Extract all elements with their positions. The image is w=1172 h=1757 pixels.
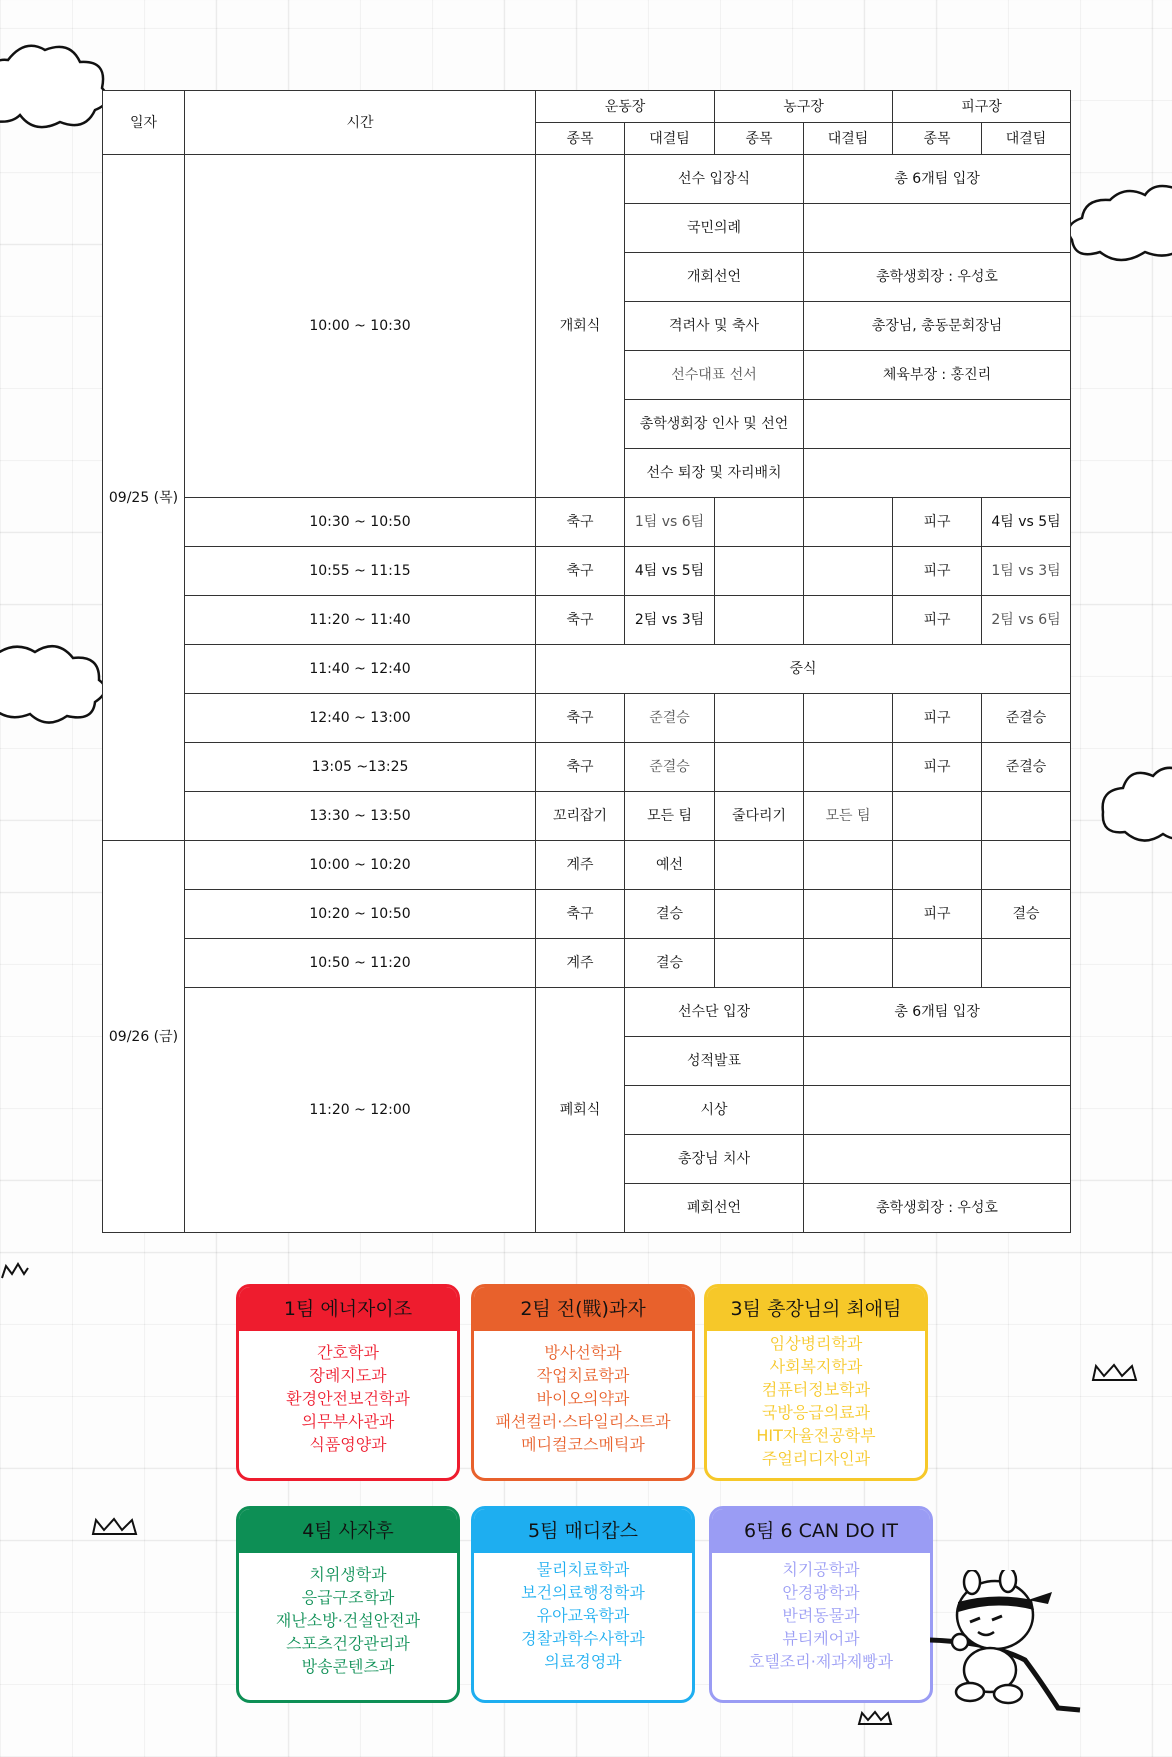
team-dept: 치위생학과 (309, 1565, 387, 1584)
header-time: 시간 (185, 91, 536, 155)
subheader-cell: 대결팀 (982, 123, 1071, 155)
team-name: 1팀 에너자이조 (239, 1287, 457, 1331)
match-cell (804, 547, 893, 596)
sport-cell: 계주 (536, 841, 625, 890)
sport-cell: 축구 (536, 498, 625, 547)
program-detail: 체육부장 : 홍진리 (804, 351, 1071, 400)
table-row (103, 939, 1071, 988)
team-card (236, 1284, 460, 1481)
team-dept: 임상병리학과 (769, 1334, 863, 1353)
subheader-cell: 종목 (893, 123, 982, 155)
program-detail (804, 449, 1071, 498)
team-dept: 안경광학과 (782, 1583, 860, 1602)
match-cell: 준결승 (982, 743, 1071, 792)
sport-cell: 피구 (893, 547, 982, 596)
team-dept: 컴퓨터정보학과 (761, 1380, 871, 1399)
sport-cell: 축구 (536, 596, 625, 645)
program-detail: 총 6개팀 입장 (804, 155, 1071, 204)
table-row (103, 988, 1071, 1037)
team-dept: 주얼리디자인과 (761, 1449, 871, 1468)
sport-cell (715, 939, 804, 988)
sport-cell (893, 792, 982, 841)
header-venue-field: 운동장 (536, 91, 715, 123)
header-date: 일자 (103, 91, 185, 155)
crown-icon (857, 1710, 893, 1728)
match-cell: 1팀 vs 6팀 (625, 498, 715, 547)
table-row (103, 694, 1071, 743)
match-cell: 2팀 vs 6팀 (982, 596, 1071, 645)
sport-cell: 줄다리기 (715, 792, 804, 841)
program-detail: 총학생회장 : 우성호 (804, 253, 1071, 302)
team-card (704, 1284, 928, 1481)
team-dept: 호텔조리·제과제빵과 (748, 1652, 894, 1671)
match-cell: 예선 (625, 841, 715, 890)
match-cell (804, 890, 893, 939)
match-cell (982, 841, 1071, 890)
sport-cell: 축구 (536, 743, 625, 792)
team-dept: 치기공학과 (782, 1560, 860, 1579)
match-cell: 준결승 (982, 694, 1071, 743)
program-item: 격려사 및 축사 (625, 302, 804, 351)
team-dept: 간호학과 (317, 1343, 379, 1362)
team-dept-list (474, 1553, 692, 1673)
time-cell: 11:20 ~ 11:40 (185, 596, 536, 645)
program-item: 총장님 치사 (625, 1135, 804, 1184)
match-cell: 결승 (625, 939, 715, 988)
table-row (103, 596, 1071, 645)
team-dept: 보건의료행정학과 (521, 1583, 645, 1602)
match-cell (804, 596, 893, 645)
match-cell: 모든 팀 (625, 792, 715, 841)
cloud-icon (1060, 180, 1172, 270)
match-cell: 2팀 vs 3팀 (625, 596, 715, 645)
sport-cell: 피구 (893, 596, 982, 645)
time-cell: 10:55 ~ 11:15 (185, 547, 536, 596)
time-cell: 11:40 ~ 12:40 (185, 645, 536, 694)
team-name: 5팀 매디캅스 (474, 1509, 692, 1553)
team-name: 3팀 총장님의 최애팀 (707, 1287, 925, 1331)
sport-cell: 피구 (893, 694, 982, 743)
match-cell: 4팀 vs 5팀 (982, 498, 1071, 547)
team-name: 2팀 전(戰)과자 (474, 1287, 692, 1331)
team-dept: HIT자율전공학부 (756, 1426, 876, 1445)
event-cell: 개회식 (536, 155, 625, 498)
sport-cell: 꼬리잡기 (536, 792, 625, 841)
sport-cell: 계주 (536, 939, 625, 988)
program-detail (804, 1135, 1071, 1184)
program-item: 시상 (625, 1086, 804, 1135)
match-cell: 모든 팀 (804, 792, 893, 841)
sport-cell (715, 547, 804, 596)
team-dept: 패션컬러·스타일리스트과 (495, 1412, 671, 1431)
sport-cell (715, 890, 804, 939)
match-cell (804, 694, 893, 743)
team-dept: 작업치료학과 (536, 1366, 630, 1385)
time-cell: 10:50 ~ 11:20 (185, 939, 536, 988)
table-row (103, 498, 1071, 547)
team-dept: 의무부사관과 (301, 1412, 395, 1431)
program-item: 선수 퇴장 및 자리배치 (625, 449, 804, 498)
team-name: 6팀 6 CAN DO IT (712, 1509, 930, 1553)
program-item: 선수 입장식 (625, 155, 804, 204)
subheader-cell: 대결팀 (804, 123, 893, 155)
team-dept: 국방응급의료과 (761, 1403, 871, 1422)
table-row (103, 792, 1071, 841)
team-dept: 경찰과학수사학과 (521, 1629, 645, 1648)
program-detail (804, 204, 1071, 253)
sport-cell (715, 498, 804, 547)
program-detail: 총학생회장 : 우성호 (804, 1184, 1071, 1233)
schedule-table (102, 90, 1071, 1233)
team-dept-list (707, 1331, 925, 1470)
team-dept-list (712, 1553, 930, 1673)
team-dept: 스포츠건강관리과 (286, 1634, 410, 1653)
match-cell (982, 792, 1071, 841)
date-cell: 09/25 (목) (103, 155, 185, 841)
team-dept-list (239, 1553, 457, 1678)
match-cell (982, 939, 1071, 988)
subheader-cell: 대결팀 (625, 123, 715, 155)
time-cell: 10:00 ~ 10:30 (185, 155, 536, 498)
match-cell (804, 743, 893, 792)
team-card (236, 1506, 460, 1703)
team-name: 4팀 사자후 (239, 1509, 457, 1553)
program-detail (804, 1037, 1071, 1086)
table-row (103, 743, 1071, 792)
sport-cell: 축구 (536, 890, 625, 939)
crown-icon (90, 1516, 140, 1540)
header-row (103, 91, 1071, 123)
time-cell: 10:00 ~ 10:20 (185, 841, 536, 890)
team-card (709, 1506, 933, 1703)
team-dept: 장례지도과 (309, 1366, 387, 1385)
team-dept: 물리치료학과 (536, 1560, 630, 1579)
time-cell: 10:20 ~ 10:50 (185, 890, 536, 939)
match-cell: 결승 (982, 890, 1071, 939)
program-detail: 총장님, 총동문회장님 (804, 302, 1071, 351)
table-row (103, 645, 1071, 694)
program-item: 선수대표 선서 (625, 351, 804, 400)
team-dept: 의료경영과 (544, 1652, 622, 1671)
crown-icon (1090, 1362, 1140, 1386)
header-venue-dodgeball: 피구장 (893, 91, 1071, 123)
match-cell: 4팀 vs 5팀 (625, 547, 715, 596)
table-row (103, 890, 1071, 939)
subheader-cell: 종목 (536, 123, 625, 155)
team-dept: 식품영양과 (309, 1435, 387, 1454)
program-item: 선수단 입장 (625, 988, 804, 1037)
sport-cell: 피구 (893, 498, 982, 547)
team-dept-list (474, 1331, 692, 1456)
match-cell: 준결승 (625, 743, 715, 792)
table-row (103, 155, 1071, 204)
event-cell: 폐회식 (536, 988, 625, 1233)
time-cell: 10:30 ~ 10:50 (185, 498, 536, 547)
sport-cell (715, 743, 804, 792)
sport-cell: 축구 (536, 547, 625, 596)
program-item: 국민의례 (625, 204, 804, 253)
table-row (103, 841, 1071, 890)
team-dept: 환경안전보건학과 (286, 1389, 410, 1408)
team-dept: 뷰티케어과 (782, 1629, 860, 1648)
team-card (471, 1506, 695, 1703)
sport-cell: 피구 (893, 890, 982, 939)
match-cell (804, 841, 893, 890)
time-cell: 13:05 ~13:25 (185, 743, 536, 792)
team-dept: 방사선학과 (544, 1343, 622, 1362)
time-cell: 11:20 ~ 12:00 (185, 988, 536, 1233)
match-cell (804, 498, 893, 547)
program-item: 총학생회장 인사 및 선언 (625, 400, 804, 449)
lunch-cell: 중식 (536, 645, 1071, 694)
date-cell: 09/26 (금) (103, 841, 185, 1233)
cloud-icon (0, 640, 115, 730)
sport-cell (715, 596, 804, 645)
sport-cell (715, 841, 804, 890)
subheader-cell: 종목 (715, 123, 804, 155)
sport-cell: 피구 (893, 743, 982, 792)
table-row (103, 547, 1071, 596)
sport-cell (715, 694, 804, 743)
header-venue-basketball: 농구장 (715, 91, 893, 123)
sport-cell (893, 841, 982, 890)
team-dept: 재난소방·건설안전과 (275, 1611, 421, 1630)
sport-cell (893, 939, 982, 988)
program-item: 개회선언 (625, 253, 804, 302)
program-detail (804, 400, 1071, 449)
match-cell: 1팀 vs 3팀 (982, 547, 1071, 596)
team-dept: 응급구조학과 (301, 1588, 395, 1607)
match-cell: 준결승 (625, 694, 715, 743)
match-cell: 결승 (625, 890, 715, 939)
team-dept: 유아교육학과 (536, 1606, 630, 1625)
team-card (471, 1284, 695, 1481)
time-cell: 12:40 ~ 13:00 (185, 694, 536, 743)
program-item: 폐회선언 (625, 1184, 804, 1233)
sport-cell: 축구 (536, 694, 625, 743)
program-detail: 총 6개팀 입장 (804, 988, 1071, 1037)
team-dept: 사회복지학과 (769, 1357, 863, 1376)
program-item: 성적발표 (625, 1037, 804, 1086)
team-dept: 방송콘텐츠과 (301, 1657, 395, 1676)
team-dept: 바이오의약과 (536, 1389, 630, 1408)
team-dept: 반려동물과 (782, 1606, 860, 1625)
mascot-illustration (930, 1570, 1090, 1720)
team-dept-list (239, 1331, 457, 1456)
program-detail (804, 1086, 1071, 1135)
team-dept: 메디컬코스메틱과 (521, 1435, 645, 1454)
crown-icon (0, 1262, 30, 1282)
match-cell (804, 939, 893, 988)
time-cell: 13:30 ~ 13:50 (185, 792, 536, 841)
cloud-icon (1095, 760, 1172, 850)
